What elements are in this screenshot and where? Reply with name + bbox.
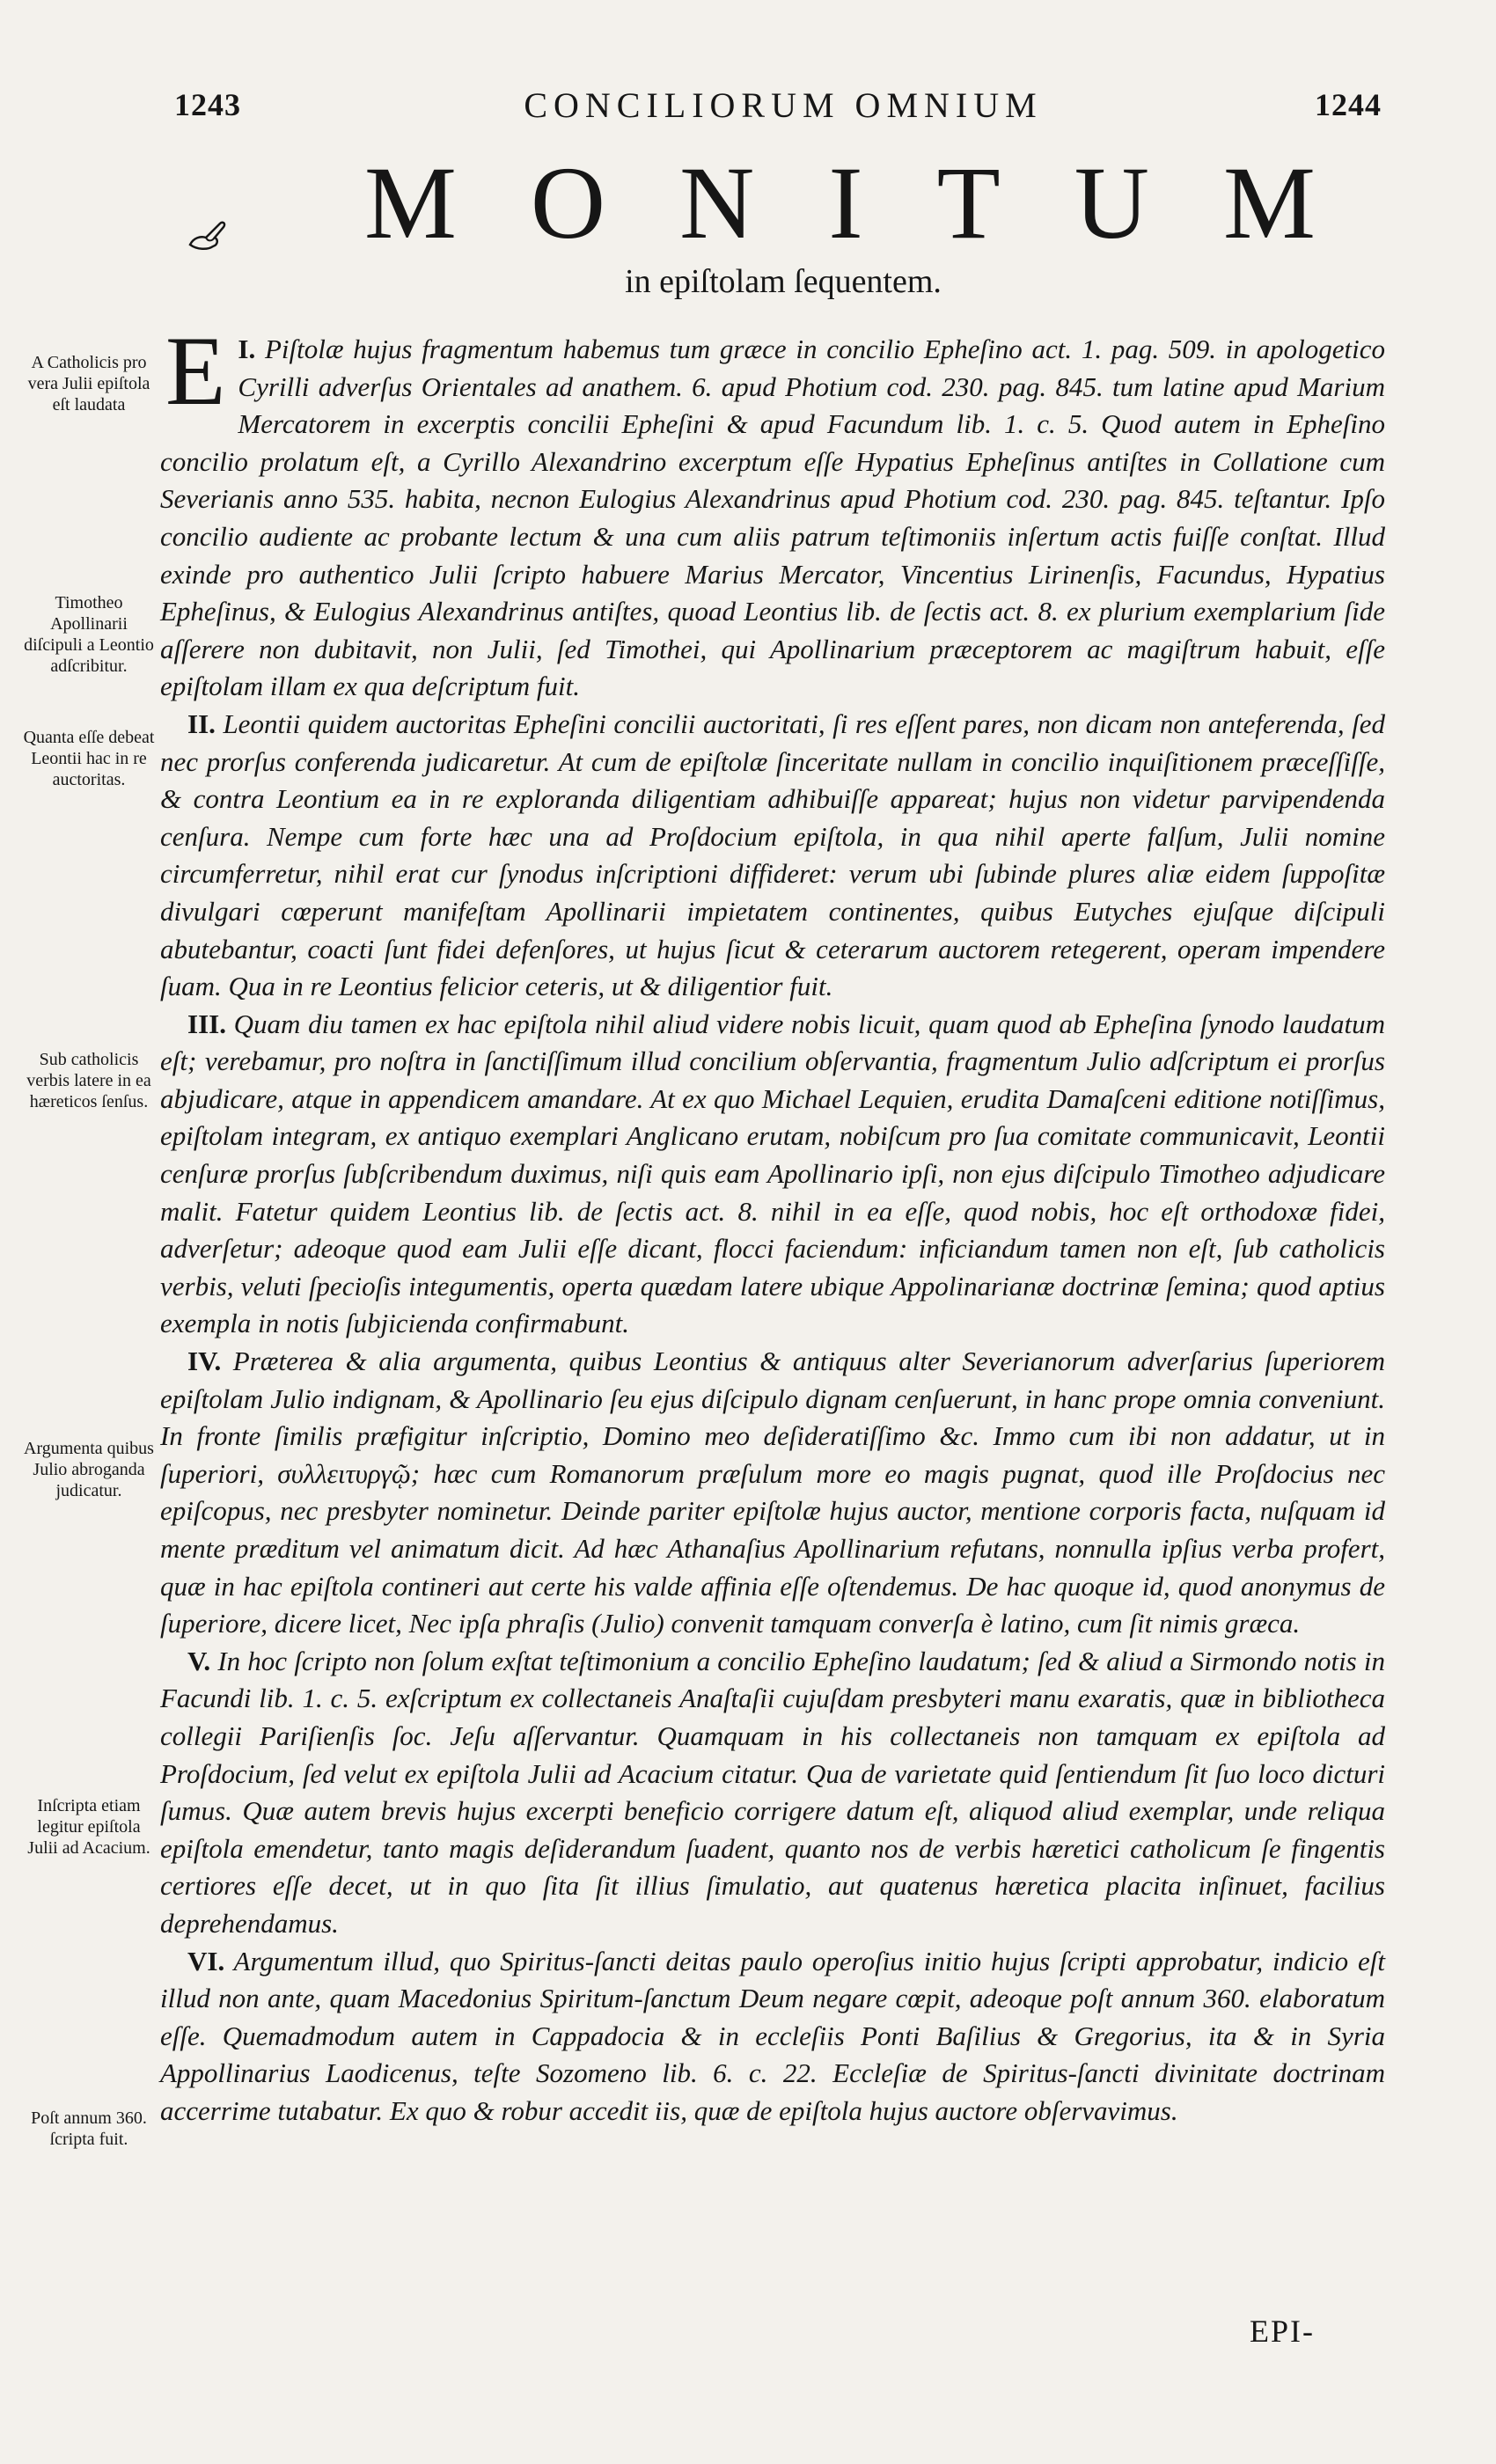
- margin-note: A Catholicis pro vera Julii epiſtola eſt laudata: [27, 353, 150, 414]
- margin-note: Quanta eſſe debeat Leontii hac in re auctoritas.: [23, 728, 155, 789]
- right-column-number: 1244: [1315, 87, 1382, 122]
- margin-note: Inſcripta etiam legitur epiſtola Julii ad Acacium.: [27, 1796, 150, 1858]
- pointing-hand-icon: [185, 211, 229, 255]
- paragraph-text: Leontii quidem auctoritas Epheſini concilii auctoritati, ſi res eſſent pares, non dicam non anteferenda, ſed nec prorſus conferenda judicaretur. At cum de epiſtolæ ſinceritate nullam in concilio inquiſitionem præceſſiſſe, & contra Leontium ea in re exploranda diligentiam adhibuiſſe appareat; hujus non videtur parvipendenda cenſura. Nempe cum forte hæc una ad Proſdocium epiſtola, in qua nihil aperte falſum, Julii nomine circumferretur, nihil erat cur ſynodus inſcriptioni diffideret: verum ubi ſubinde plures aliæ eidem ſuppoſitæ divulgari cœperunt manifeſtam Apollinarii impietatem continentes, quibus Eutyches ejuſque diſcipuli abutebantur, coacti ſunt fidei defenſores, ut hujus ſicut & ceterarum auctorem retegerent, operam impendere ſuam. Qua in re Leontius felicior ceteris, ut & diligentior fuit.: [160, 708, 1386, 1002]
- paragraph-text: Piſtolæ hujus fragmentum habemus tum græce in concilio Epheſino act. 1. pag. 509. in apologetico Cyrilli adverſus Orientales ad anathem. 6. apud Photium cod. 230. pag. 845. tum latine apud Marium Mercatorem in excerptis concilii Epheſini & apud Facundum lib. 1. c. 5. Quod autem in Epheſino concilio prolatum eſt, a Cyrillo Alexandrino excerptum eſſe Hypatius Epheſinus antiſtes in Collatione cum Severianis anno 535. habita, necnon Eulogius Alexandrinus apud Photium cod. 230. pag. 845. teſtantur. Ipſo concilio audiente ac probante lectum & una cum aliis patrum teſtimoniis inſertum actis fuiſſe conſtat. Illud exinde pro authentico Julii ſcripto habuere Marius Mercator, Vincentius Lirinenſis, Facundus, Hypatius Epheſinus, & Eulogius Alexandrinus antiſtes, quoad Leontius lib. de ſectis act. 8. ex plurium exemplarium ſide aſſerere non dubitavit, non Julii, ſed Timothei, qui Apollinarium præceptorem ac magiſtrum habuit, eſſe epiſtolam illam ex qua deſcriptum fuit.: [160, 334, 1385, 702]
- paragraph-text: Præterea & alia argumenta, quibus Leontius & antiquus alter Severianorum adverſarius ſuperiorem epiſtolam Julio indignam, & Apollinario ſeu ejus diſcipulo dignam cenſuerunt, in hanc prope omnia conveniunt. In fronte ſimilis præfigitur inſcriptio, Domino meo deſideratiſſimo &c. Immo cum ibi non addatur, ut in ſuperiori, συλλειτυργῷ; hæc cum Romanorum præſulum more eo magis pugnat, quod ille Proſdocius nec epiſcopus, nec presbyter nominetur. Deinde pariter epiſtolæ hujus auctor, mentione corporis facta, nuſquam id mente præditum vel animatum dicit. Ad hæc Athanaſius Apollinarium refutans, nonnulla ipſius verba profert, quæ in hac epiſtola contineri aut certe his valde affinia eſſe oſtendemus. De hac quoque id, quod anonymus de ſuperiore, dicere licet, Nec ipſa phraſis (Julio) convenit tamquam converſa è latino, cum ſit nimis græca.: [160, 1346, 1385, 1639]
- paragraph-5: [160, 1643, 1385, 1943]
- paragraph-number: IV.: [187, 1346, 222, 1377]
- catchword: EPI-: [1250, 2314, 1315, 2349]
- paragraph-number: I.: [238, 334, 256, 364]
- margin-note: Poſt annum 360. ſcripta fuit.: [31, 2108, 147, 2149]
- page-title: MONITUM: [364, 145, 1390, 260]
- paragraph-6: [160, 1943, 1385, 2130]
- paragraph-text: Argumentum illud, quo Spiritus-ſancti deitas paulo operoſius initio hujus ſcripti approbatur, indicio eſt illud non ante, quam Macedonius Spiritum-ſanctum Deum negare cœpit, adeoque poſt annum 360. elaboratum eſſe. Quemadmodum autem in Cappadocia & in eccleſiis Ponti Baſilius & Gregorius, ita & in Syria Appollinarius Laodicenus, teſte Sozomeno lib. 6. c. 22. Eccleſiæ de Spiritus-ſancti divinitate doctrinam accerrime tutabatur. Ex quo & robur accedit iis, quæ de epiſtola hujus auctore obſervavimus.: [160, 1945, 1385, 2126]
- drop-cap: E: [165, 317, 226, 426]
- margin-note: Argumenta quibus Julio abroganda judicatur.: [24, 1439, 154, 1500]
- margin-note: Timotheo Apollinarii diſcipuli a Leontio adſcribitur.: [24, 593, 154, 676]
- margin-note: Sub catholicis verbis latere in ea hæreticos ſenſus.: [26, 1050, 151, 1111]
- paragraph-1: [160, 317, 1385, 706]
- running-header: CONCILIORUM OMNIUM: [524, 85, 1043, 125]
- paragraph-text: In hoc ſcripto non ſolum exſtat teſtimonium a concilio Epheſino laudatum; ſed & aliud a Sirmondo notis in Facundi lib. 1. c. 5. exſcriptum ex collectaneis Anaſtaſii cujuſdam presbyteri manu exaratis, quæ in bibliotheca collegii Pariſienſis ſoc. Jeſu aſſervantur. Quamquam in his collectaneis non tamquam ex epiſtola ad Proſdocium, ſed velut ex epiſtola Julii ad Acacium citatur. Qua de varietate quid ſentiendum ſit ſuo loco dicturi ſumus. Quæ autem brevis hujus excerpti beneficio corrigere datum eſt, aliquod aliud exemplar, unde reliqua epiſtola emendetur, tanto magis deſiderandum ſuadent, quanto nos de verbis hæretici catholicum ſe fingentis certiores eſſe decet, ut in quo ſita ſit illius ſimulatio, aut quatenus hæretica placita inſinuet, facilius deprehendamus.: [160, 1645, 1386, 1939]
- paragraph-2: [160, 706, 1385, 1006]
- paragraph-4: [160, 1343, 1385, 1643]
- paragraph-number: V.: [187, 1645, 211, 1676]
- paragraph-number: III.: [187, 1008, 226, 1039]
- body-text: [160, 317, 1386, 2130]
- paragraph-number: II.: [187, 708, 216, 739]
- left-column-number: 1243: [174, 87, 241, 122]
- page-subtitle: in epiſtolam ſequentem.: [625, 263, 942, 300]
- paragraph-text: Quam diu tamen ex hac epiſtola nihil aliud videre nobis licuit, quam quod ab Epheſina ſynodo laudatum eſt; verebamur, pro noſtra in ſanctiſſimum illud concilium obſervantia, fragmentum Julio adſcriptum ei prorſus abjudicare, atque in appendicem amandare. At ex quo Michael Lequien, erudita Damaſceni editione notiſſimus, epiſtolam integram, ex antiquo exemplari Anglicano erutam, nobiſcum pro ſua comitate communicavit, Leontii cenſuræ prorſus ſubſcribendum duximus, niſi quis eam Apollinario ipſi, non ejus diſcipulo Timotheo adjudicare malit. Fatetur quidem Leontius lib. de ſectis act. 8. nihil in ea eſſe, quod nobis, hoc eſt orthodoxæ fidei, adverſetur; adeoque quod eam Julii eſſe dicant, flocci faciendum: inficiandum tamen non eſt, ſub catholicis verbis, veluti ſpecioſis integumentis, operta quædam latere ubique Appolinarianæ doctrinæ ſemina; quod aptius exempla in notis ſubjicienda confirmabunt.: [160, 1008, 1386, 1339]
- paragraph-number: VI.: [187, 1945, 225, 1976]
- paragraph-3: [160, 1006, 1385, 1343]
